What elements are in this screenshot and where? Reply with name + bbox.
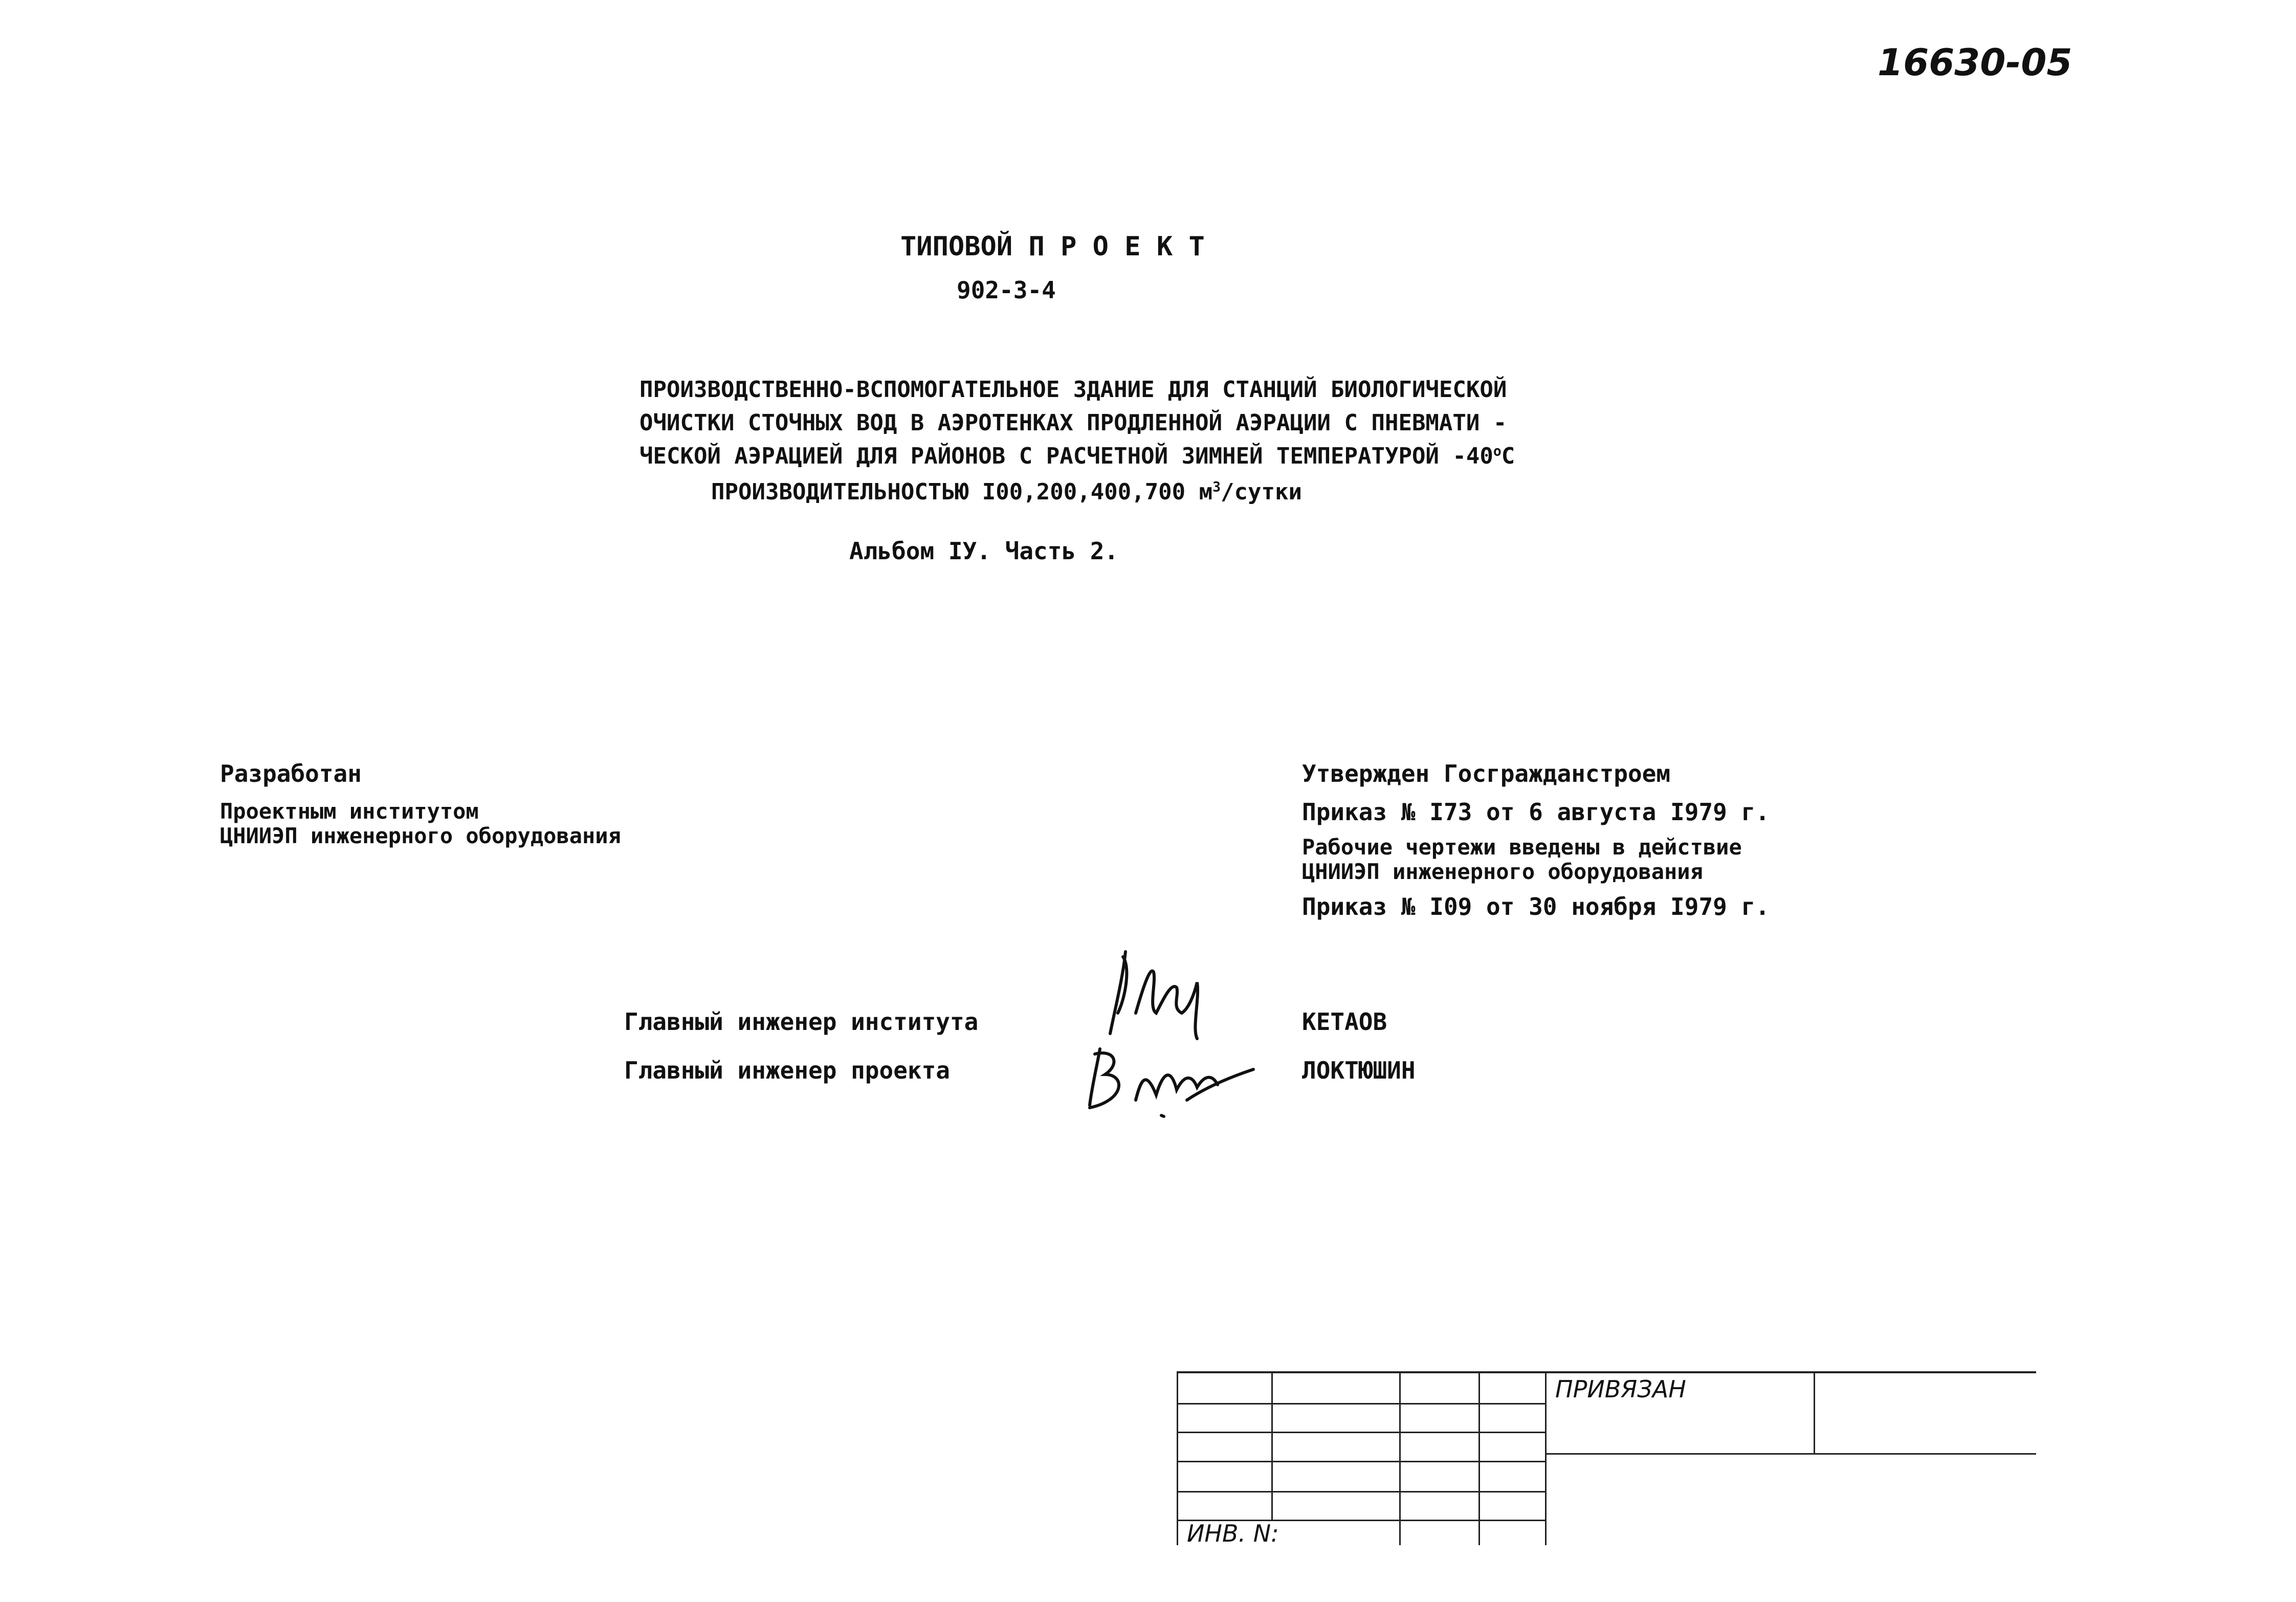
stamp-line bbox=[1177, 1371, 2036, 1373]
stamp-line bbox=[1545, 1371, 1547, 1545]
stamp-line bbox=[1177, 1461, 1545, 1462]
subject-line-3-text: ЧЕСКОЙ АЭРАЦИЕЙ ДЛЯ РАЙОНОВ С РАСЧЕТНОЙ ЗИМНЕЙ ТЕМПЕРАТУРОЙ -40 bbox=[639, 443, 1493, 469]
document-title: ТИПОВОЙ П Р О Е К Т bbox=[900, 231, 1205, 262]
subject-line-1: ПРОИЗВОДСТВЕННО-ВСПОМОГАТЕЛЬНОЕ ЗДАНИЕ ДЛЯ СТАНЦИЙ БИОЛОГИЧЕСКОЙ bbox=[639, 377, 1507, 403]
subject-line-4-text: ПРОИЗВОДИТЕЛЬНОСТЬЮ I00,200,400,700 м bbox=[711, 479, 1213, 505]
subject-line-4 bbox=[711, 478, 1302, 506]
temp-unit: С bbox=[1501, 443, 1515, 469]
chief-engineer-project-role: Главный инженер проекта bbox=[624, 1057, 950, 1084]
project-code: 902-3-4 bbox=[957, 276, 1056, 304]
developed-label: Разработан bbox=[220, 760, 362, 787]
volume-unit: /сутки bbox=[1221, 479, 1302, 505]
approved-line-3: Рабочие чертежи введены в действие bbox=[1302, 835, 1742, 860]
signature-1 bbox=[1095, 936, 1228, 1044]
stamp-table bbox=[1177, 1371, 2036, 1545]
subject-line-2: ОЧИСТКИ СТОЧНЫХ ВОД В АЭРОТЕНКАХ ПРОДЛЕННОЙ АЭРАЦИИ С ПНЕВМАТИ - bbox=[639, 410, 1507, 436]
stamp-line bbox=[1177, 1371, 1178, 1545]
signature-2 bbox=[1069, 1039, 1264, 1126]
document-number: 16630-05 bbox=[1878, 41, 2072, 84]
developed-line-1: Проектным институтом bbox=[220, 799, 479, 824]
cubic-sup: 3 bbox=[1212, 479, 1221, 495]
approved-line-5: Приказ № I09 от 30 ноября I979 г. bbox=[1302, 893, 1770, 920]
subject-line-3 bbox=[639, 443, 1515, 470]
stamp-linked-label: ПРИВЯЗАН bbox=[1555, 1375, 1686, 1403]
chief-engineer-institute-name: КЕТАОВ bbox=[1302, 1008, 1387, 1036]
stamp-inventory-label: ИНВ. N: bbox=[1187, 1520, 1279, 1547]
approved-line-1: Утвержден Госгражданстроем bbox=[1302, 760, 1671, 787]
stamp-line bbox=[1271, 1371, 1273, 1520]
developed-line-2: ЦНИИЭП инженерного оборудования bbox=[220, 823, 621, 848]
stamp-line bbox=[1478, 1371, 1480, 1545]
stamp-line bbox=[1545, 1453, 2036, 1455]
stamp-line bbox=[1177, 1403, 1545, 1405]
approved-line-4: ЦНИИЭП инженерного оборудования bbox=[1302, 859, 1703, 884]
stamp-line bbox=[1399, 1371, 1401, 1545]
degree-sup: о bbox=[1493, 443, 1502, 459]
chief-engineer-institute-role: Главный инженер института bbox=[624, 1008, 979, 1036]
stamp-line bbox=[1177, 1491, 1545, 1493]
stamp-line bbox=[1814, 1371, 1815, 1454]
album-part: Альбом IУ. Часть 2. bbox=[849, 537, 1119, 565]
stamp-line bbox=[1177, 1432, 1545, 1433]
approved-line-2: Приказ № I73 от 6 августа I979 г. bbox=[1302, 798, 1770, 826]
chief-engineer-project-name: ЛОКТЮШИН bbox=[1302, 1057, 1416, 1084]
